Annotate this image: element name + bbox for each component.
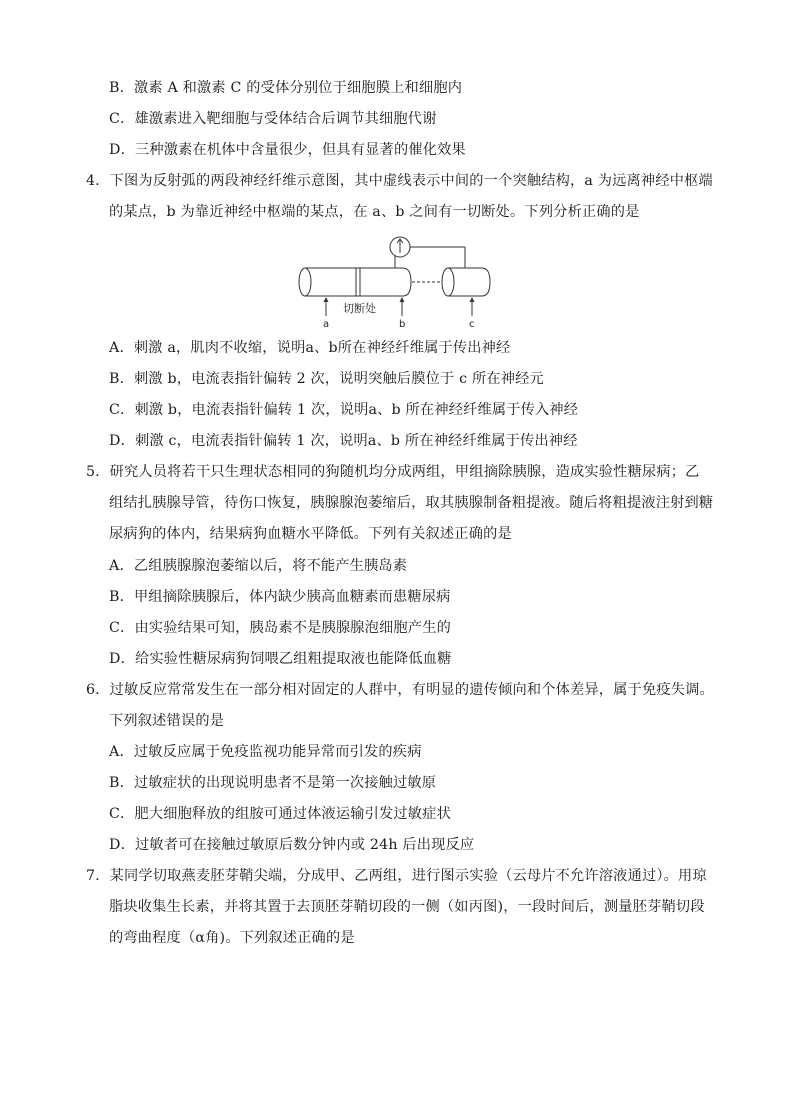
arrow-b (400, 297, 405, 316)
option-b-q3: B．激素 A 和激素 C 的受体分别位于细胞膜上和细胞内 (109, 80, 463, 96)
option-a-q6: A．过敏反应属于免疫监视功能异常而引发的疾病 (109, 744, 422, 760)
option-d-q6: D．过敏者可在接触过敏原后数分钟内或 24h 后出现反应 (109, 837, 475, 853)
option-d-q4: D．刺激 c，电流表指针偏转 1 次，说明a、b 所在神经纤维属于传出神经 (109, 433, 578, 449)
ammeter-icon (390, 237, 410, 257)
option-d-q5: D．给实验性糖尿病狗饲喂乙组粗提取液也能降低血糖 (109, 651, 452, 667)
question-5-stem-cont-1: 组结扎胰腺导管，待伤口恢复，胰腺腺泡萎缩后，取其胰腺制备粗提液。随后将粗提液注射到糖 (109, 495, 714, 511)
option-a-q5: A．乙组胰腺腺泡萎缩以后，将不能产生胰岛素 (109, 558, 408, 574)
nerve-fiber-diagram (295, 232, 495, 332)
label-c: c (469, 319, 475, 330)
label-b: b (399, 319, 406, 330)
label-a: a (323, 319, 330, 330)
question-7-stem-cont-2: 的弯曲程度（α角)。下列叙述正确的是 (109, 930, 355, 946)
question-4-stem: 4．下图为反射弧的两段神经纤维示意图，其中虚线表示中间的一个突触结构，a 为远离神经中枢端 (86, 173, 713, 189)
option-c-q4: C．刺激 b，电流表指针偏转 1 次，说明a、b 所在神经纤维属于传入神经 (109, 402, 579, 418)
option-c-q6: C．肥大细胞释放的组胺可通过体液运输引发过敏症状 (109, 806, 451, 822)
option-b-q6: B．过敏症状的出现说明患者不是第一次接触过敏原 (109, 775, 437, 791)
option-c-q3: C．雄激素进入靶细胞与受体结合后调节其细胞代谢 (109, 111, 437, 127)
question-6-stem: 6．过敏反应常常发生在一部分相对固定的人群中，有明显的遗传倾向和个体差异，属于免疫失调。 (86, 682, 714, 698)
option-b-q5: B．甲组摘除胰腺后，体内缺少胰高血糖素而患糖尿病 (109, 589, 451, 605)
arrow-c (470, 297, 475, 316)
question-5-stem: 5．研究人员将若干只生理状态相同的狗随机均分成两组，甲组摘除胰腺，造成实验性糖尿病；乙 (86, 464, 700, 480)
question-7-stem-cont-1: 脂块收集生长素，并将其置于去顶胚芽鞘切段的一侧（如丙图)，一段时间后，测量胚芽鞘切段 (109, 899, 705, 915)
option-a-q4: A．刺激 a，肌肉不收缩，说明a、b所在神经纤维属于传出神经 (109, 340, 511, 356)
arrow-a (324, 297, 329, 316)
cut-label: 切断处 (343, 302, 376, 315)
option-c-q5: C．由实验结果可知，胰岛素不是胰腺腺泡细胞产生的 (109, 620, 451, 636)
question-5-stem-cont-2: 尿病狗的体内，结果病狗血糖水平降低。下列有关叙述正确的是 (109, 526, 512, 542)
question-7-stem: 7．某同学切取燕麦胚芽鞘尖端，分成甲、乙两组，进行图示实验（云母片不允许溶液通过）。用琼 (86, 868, 707, 884)
nerve-fiber-figure (295, 232, 495, 332)
question-6-stem-cont: 下列叙述错误的是 (109, 713, 225, 729)
option-b-q4: B．刺激 b，电流表指针偏转 2 次，说明突触后膜位于 c 所在神经元 (109, 371, 544, 387)
option-d-q3: D．三种激素在机体中含量很少，但具有显著的催化效果 (109, 142, 466, 158)
question-4-stem-cont: 的某点，b 为靠近神经中枢端的某点，在 a、b 之间有一切断处。下列分析正确的是 (109, 204, 640, 220)
